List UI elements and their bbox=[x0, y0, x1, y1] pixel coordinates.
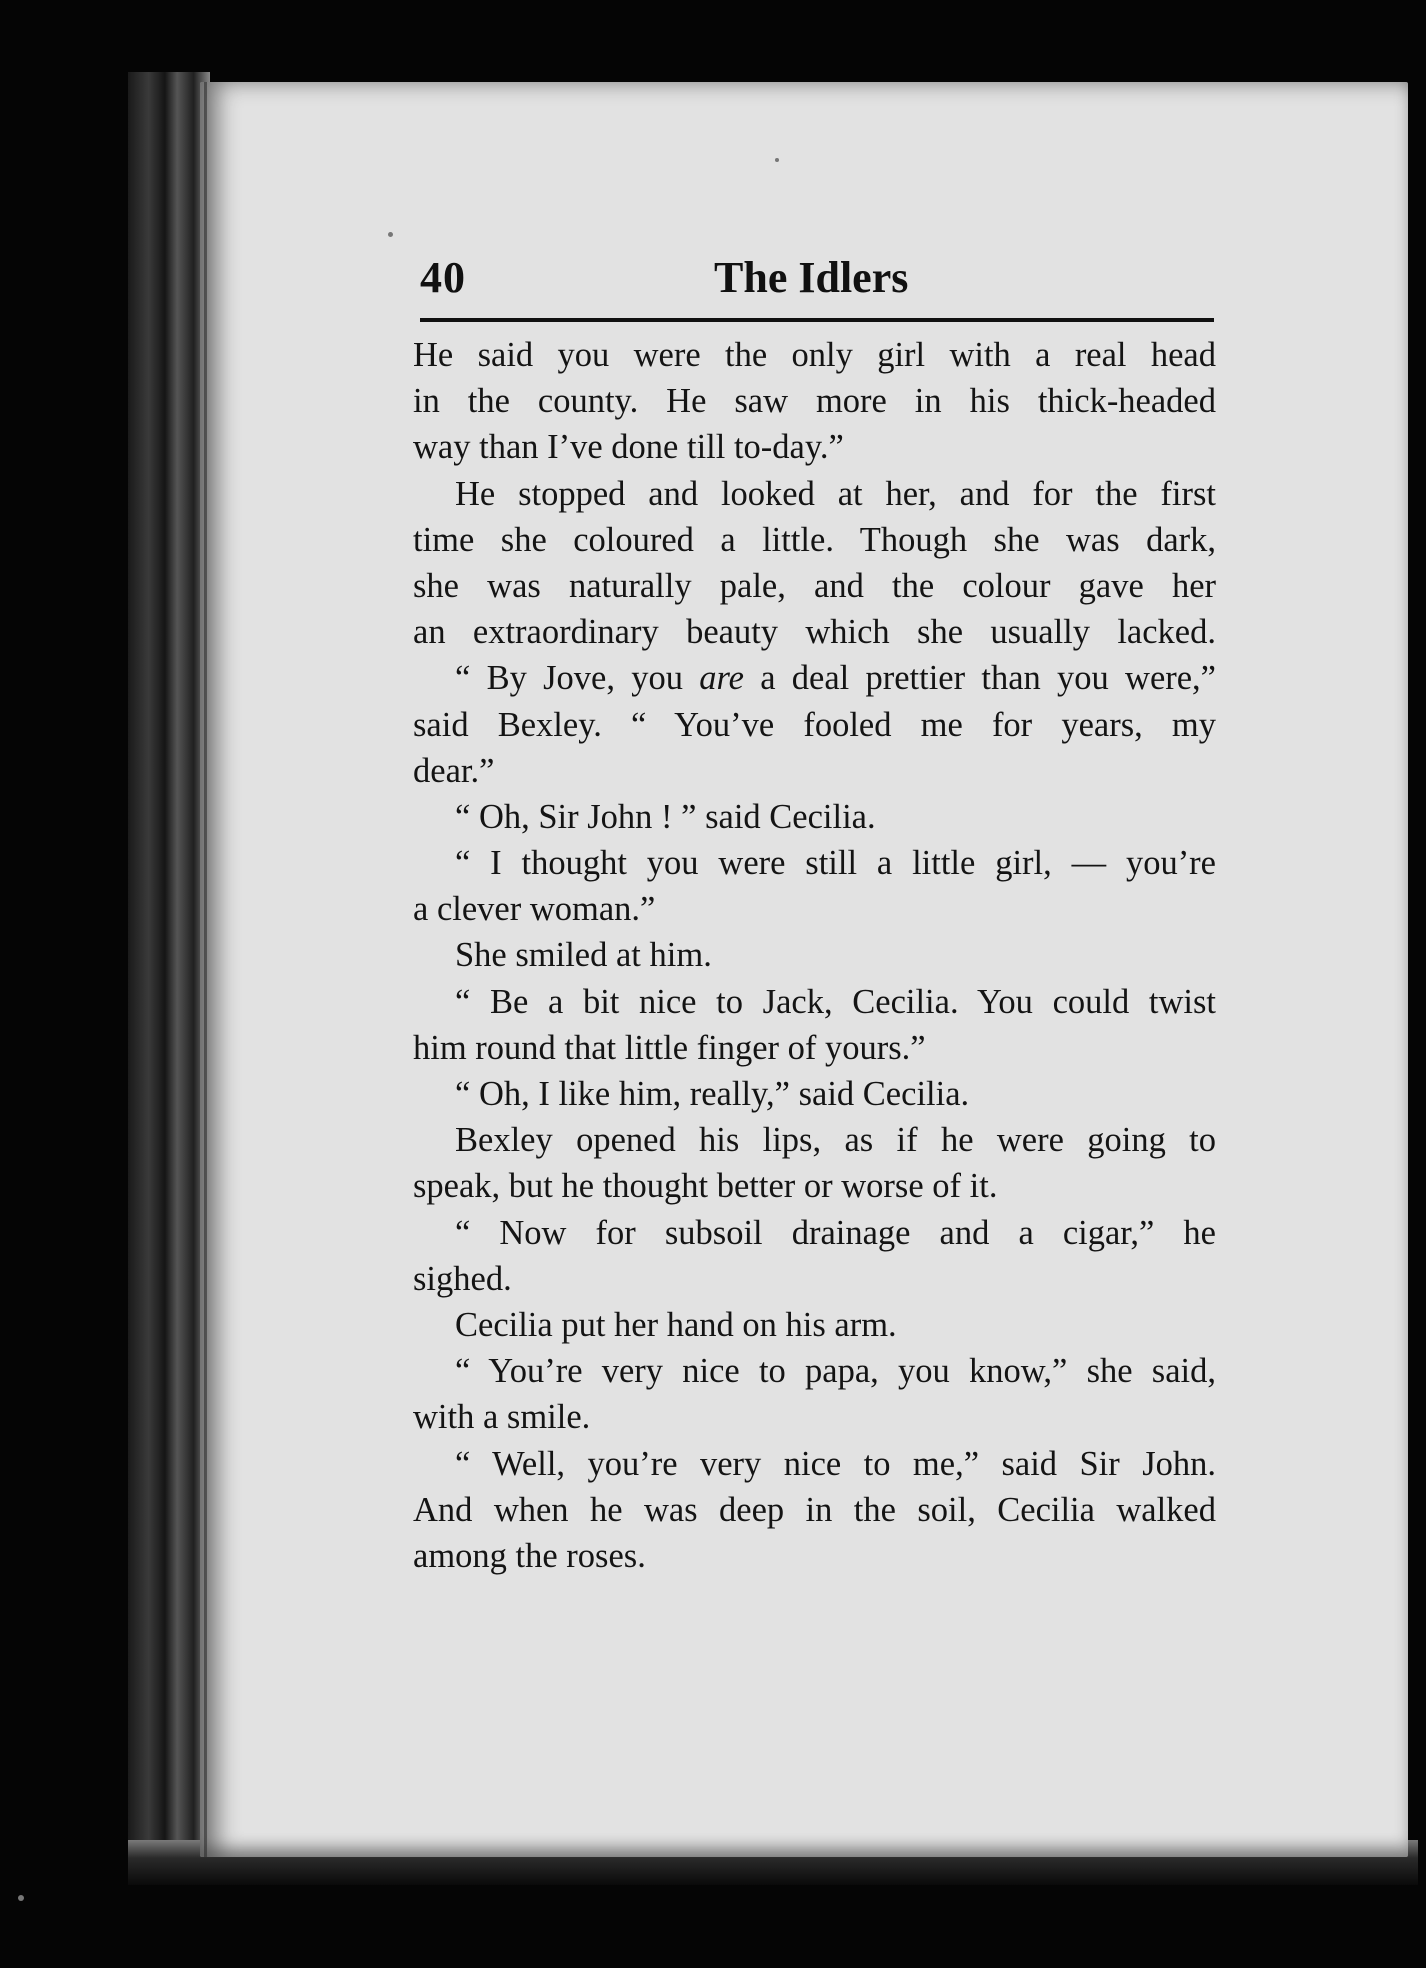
text-line: in the county. He saw more in his thick-headed bbox=[413, 382, 1216, 421]
body-text bbox=[413, 332, 1216, 1579]
page-header bbox=[418, 252, 1214, 312]
text-line: “ Well, you’re very nice to me,” said Sir John. bbox=[455, 1444, 1216, 1483]
text-line: speak, but he thought better or worse of it. bbox=[413, 1167, 998, 1206]
dust-speck bbox=[775, 158, 779, 162]
text-fragment: “ By Jove, you bbox=[455, 659, 700, 698]
text-line: He stopped and looked at her, and for the first bbox=[455, 474, 1216, 513]
running-title: The Idlers bbox=[714, 253, 909, 302]
text-line: He said you were the only girl with a real head bbox=[413, 336, 1216, 374]
text-line: “ Now for subsoil drainage and a cigar,” he bbox=[455, 1213, 1216, 1252]
text-line: sighed. bbox=[413, 1259, 512, 1298]
text-line: an extraordinary beauty which she usually lacked. bbox=[413, 613, 1216, 652]
text-fragment: a deal prettier than you were,” bbox=[743, 659, 1216, 698]
text-line: “ You’re very nice to papa, you know,” she said, bbox=[455, 1352, 1216, 1391]
text-line: “ I thought you were still a little girl, — you’re bbox=[455, 844, 1216, 883]
text-line: a clever woman.” bbox=[413, 890, 656, 929]
text-line: way than I’ve done till to-day.” bbox=[413, 428, 844, 467]
text-line: with a smile. bbox=[413, 1398, 591, 1437]
text-line: dear.” bbox=[413, 751, 495, 790]
text-line: “ Be a bit nice to Jack, Cecilia. You could twist bbox=[455, 982, 1216, 1021]
emphasized-word: are bbox=[699, 659, 744, 698]
header-rule bbox=[420, 318, 1214, 322]
text-line: Bexley opened his lips, as if he were going to bbox=[455, 1121, 1216, 1160]
text-line: She smiled at him. bbox=[455, 936, 712, 975]
page-number: 40 bbox=[420, 253, 466, 302]
text-line: “ Oh, I like him, really,” said Cecilia. bbox=[455, 1075, 970, 1113]
text-line bbox=[413, 655, 1216, 701]
dust-speck bbox=[388, 232, 393, 237]
text-line: time she coloured a little. Though she was dark, bbox=[413, 520, 1216, 559]
dust-speck bbox=[18, 1895, 24, 1901]
text-line: among the roses. bbox=[413, 1536, 646, 1575]
text-line: “ Oh, Sir John ! ” said Cecilia. bbox=[455, 797, 876, 836]
text-line: him round that little finger of yours.” bbox=[413, 1028, 926, 1067]
book-spine-edge bbox=[128, 72, 210, 1867]
text-line: said Bexley. “ You’ve fooled me for years, my bbox=[413, 705, 1216, 744]
text-line: she was naturally pale, and the colour gave her bbox=[413, 566, 1216, 605]
text-line: Cecilia put her hand on his arm. bbox=[455, 1305, 897, 1344]
text-line: And when he was deep in the soil, Cecilia walked bbox=[413, 1490, 1216, 1529]
